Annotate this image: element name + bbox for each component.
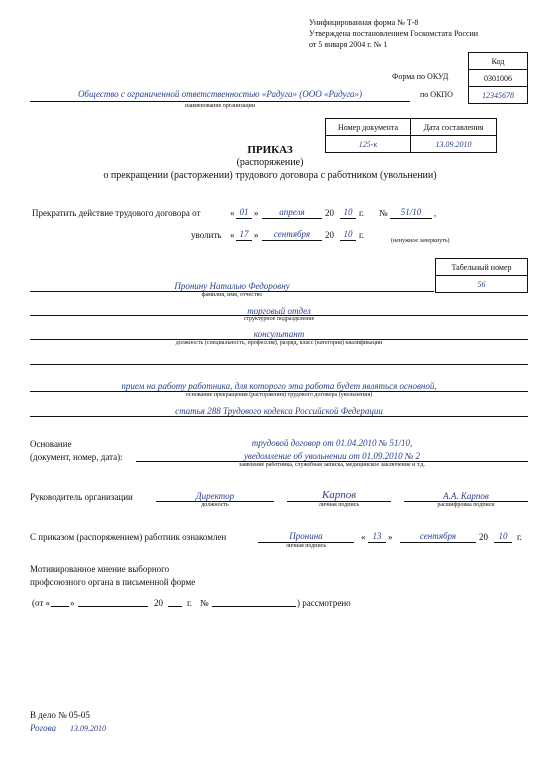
dismiss-day-line bbox=[236, 240, 252, 241]
union-number-line bbox=[212, 606, 296, 607]
employee-position: консультант bbox=[253, 329, 305, 339]
okpo-value: 12345678 bbox=[469, 87, 528, 104]
dismiss-note: (ненужное зачеркнуть) bbox=[391, 238, 450, 244]
position-caption: должность (специальность, профессия), разряд, класс (категория) квалификации bbox=[175, 340, 383, 346]
head-position: Директор bbox=[195, 491, 235, 501]
dismiss-q-open: « bbox=[230, 230, 235, 240]
employee-name-caption: фамилия, имя, отчество bbox=[201, 292, 263, 298]
terminate-month-line bbox=[262, 218, 322, 219]
terminate-day: 01 bbox=[239, 207, 249, 217]
dismiss-year-prefix: 20 bbox=[325, 230, 334, 240]
union-year-suffix: г. bbox=[187, 598, 192, 608]
terminate-year: 10 bbox=[343, 207, 353, 217]
title-sub: (распоряжение) bbox=[236, 157, 304, 168]
dismiss-q-close: » bbox=[254, 230, 259, 240]
head-label: Руководитель организации bbox=[30, 492, 133, 502]
union-considered: ) рассмотрено bbox=[297, 598, 351, 608]
dismiss-label: уволить bbox=[191, 230, 222, 240]
terminate-year-prefix: 20 bbox=[325, 208, 334, 218]
doc-number-value: 125-к bbox=[326, 136, 411, 153]
organization-caption: наименование организации bbox=[185, 103, 255, 109]
terminate-day-line bbox=[236, 218, 252, 219]
ack-signature-caption: личная подпись bbox=[285, 543, 327, 549]
basis-label2: (документ, номер, дата): bbox=[30, 452, 123, 462]
terminate-number: 51/10 bbox=[400, 207, 422, 217]
tab-number-table bbox=[435, 258, 528, 293]
union-number-sign: № bbox=[200, 598, 209, 608]
dismiss-day: 17 bbox=[239, 229, 249, 239]
title-prikaz: ПРИКАЗ bbox=[247, 144, 293, 156]
union-line2: профсоюзного органа в письменной форме bbox=[30, 577, 196, 587]
grounds-reason: прием на работу работника, для которого эта работа будет являться основной, bbox=[121, 381, 437, 391]
footer-date: 13.09.2010 bbox=[70, 724, 106, 733]
terminate-label: Прекратить действие трудового договора от bbox=[32, 208, 201, 218]
basis-label1: Основание bbox=[30, 439, 72, 449]
tab-number-value: 56 bbox=[436, 276, 528, 293]
dismiss-year-suffix: г. bbox=[359, 230, 364, 240]
ack-month-line bbox=[400, 542, 476, 543]
doc-date-label: Дата составления bbox=[411, 119, 497, 136]
footer-signer: Рогова bbox=[30, 723, 57, 733]
position-extra-line bbox=[30, 364, 528, 365]
basis-value1: трудовой договор от 01.04.2010 № 51/10, bbox=[251, 438, 413, 448]
union-close-q: » bbox=[70, 598, 75, 608]
terminate-q-open: « bbox=[230, 208, 235, 218]
ack-year-prefix: 20 bbox=[479, 532, 488, 542]
grounds-article: статья 288 Трудового кодекса Российской Федерации bbox=[175, 406, 383, 416]
head-signature: Карпов bbox=[321, 489, 357, 501]
dismiss-month: сентября bbox=[273, 229, 311, 239]
head-signature-caption: личная подпись bbox=[318, 502, 360, 508]
codes-table bbox=[468, 52, 528, 104]
terminate-month: апреля bbox=[279, 207, 305, 217]
ack-label: С приказом (распоряжением) работник ознакомлен bbox=[30, 532, 227, 542]
organization-name: Общество с ограниченной ответственностью «Радуга» (ООО «Радуга») bbox=[77, 89, 363, 99]
dismiss-year: 10 bbox=[343, 229, 353, 239]
union-line1: Мотивированное мнение выборного bbox=[30, 564, 170, 574]
doc-date-value: 13.09.2010 bbox=[411, 136, 497, 153]
doc-number-label: Номер документа bbox=[326, 119, 411, 136]
union-from: (от « bbox=[32, 598, 51, 608]
terminate-q-close: » bbox=[254, 208, 259, 218]
code-header: Код bbox=[469, 53, 528, 70]
okud-label: Форма по ОКУД bbox=[392, 72, 449, 81]
organization-line bbox=[30, 101, 410, 102]
terminate-number-line bbox=[390, 218, 432, 219]
ack-q-open: « bbox=[361, 532, 366, 542]
ack-month: сентября bbox=[419, 531, 457, 541]
head-decoded: А.А. Карпов bbox=[443, 491, 489, 501]
ack-day-line bbox=[368, 542, 386, 543]
ack-year-line bbox=[494, 542, 512, 543]
department-caption: структурное подразделение bbox=[243, 316, 315, 322]
form-header-line3: от 5 января 2004 г. № 1 bbox=[309, 40, 388, 49]
union-year-line bbox=[168, 606, 182, 607]
terminate-number-sign: № bbox=[379, 208, 388, 218]
form-header-line2: Утверждена постановлением Госкомстата России bbox=[309, 29, 479, 38]
title-about: о прекращении (расторжении) трудового договора с работником (увольнении) bbox=[103, 170, 437, 181]
dismiss-year-line bbox=[340, 240, 356, 241]
union-year-prefix: 20 bbox=[154, 598, 163, 608]
grounds-caption: основание прекращения (расторжения) трудового договора (увольнения) bbox=[185, 392, 373, 398]
head-decoded-caption: расшифровка подписи bbox=[437, 502, 495, 508]
union-day-line bbox=[51, 606, 69, 607]
ack-q-close: » bbox=[388, 532, 393, 542]
grounds-article-line bbox=[30, 416, 528, 417]
form-header-line1: Унифицированная форма № Т-8 bbox=[309, 18, 419, 27]
terminate-comma: , bbox=[434, 208, 437, 218]
form-header bbox=[309, 17, 478, 50]
okpo-label: по ОКПО bbox=[420, 90, 453, 99]
employee-department: торговый отдел bbox=[247, 306, 311, 316]
terminate-year-line bbox=[340, 218, 356, 219]
doc-table bbox=[325, 118, 497, 153]
basis-caption: заявление работника, служебная записка, медицинское заключение и т.д. bbox=[238, 462, 426, 468]
dismiss-month-line bbox=[262, 240, 322, 241]
ack-signature: Пронина bbox=[289, 531, 323, 541]
ack-day: 13 bbox=[372, 531, 382, 541]
union-month-line bbox=[78, 606, 148, 607]
basis-value2: уведомление об увольнении от 01.09.2010 № 2 bbox=[243, 451, 421, 461]
okud-value: 0301006 bbox=[469, 70, 528, 87]
head-position-caption: должность bbox=[201, 502, 229, 508]
footer-file: В дело № 05-05 bbox=[30, 710, 90, 720]
employee-name: Пронину Наталью Федоровну bbox=[174, 281, 290, 291]
ack-year: 10 bbox=[498, 531, 508, 541]
terminate-year-suffix: г. bbox=[359, 208, 364, 218]
tab-number-label: Табельный номер bbox=[436, 259, 528, 276]
ack-year-suffix: г. bbox=[517, 532, 522, 542]
